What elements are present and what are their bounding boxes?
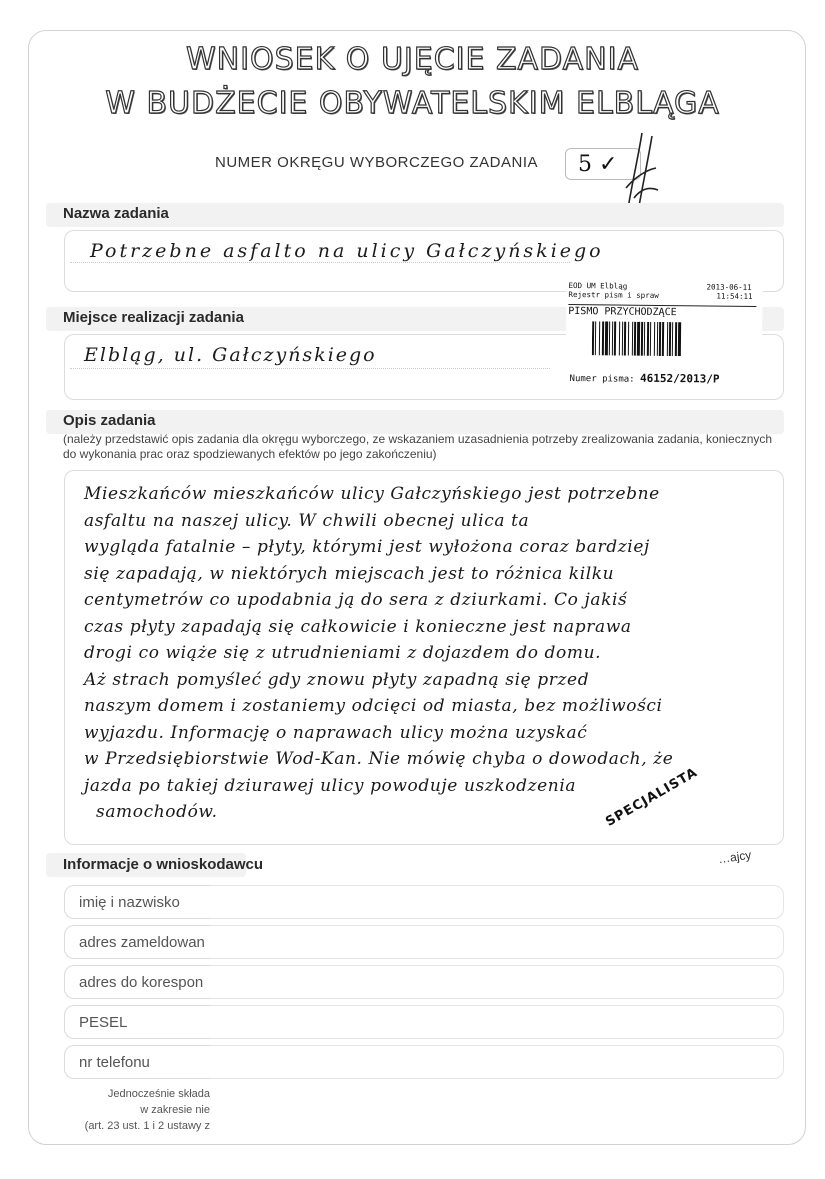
specialist-stamp: SPECJALISTA [603, 765, 701, 830]
registry-kind: PISMO PRZYCHODZĄCE [568, 305, 677, 319]
barcode-bar [654, 322, 655, 356]
district-number-label: NUMER OKRĘGU WYBORCZEGO ZADANIA [215, 154, 539, 171]
barcode-bar [644, 322, 645, 356]
applicant-label: Informacje o wnioskodawcu [63, 856, 264, 873]
footnote-line: Jednocześnie składa [107, 1088, 210, 1100]
applicant-field-label: imię i nazwisko [64, 885, 210, 919]
barcode-bar [592, 321, 594, 355]
barcode-bar [602, 321, 604, 355]
barcode-bar [669, 322, 671, 356]
registry-time: 11:54:11 [716, 291, 753, 301]
description-line: czas płyty zapadają się całkowicie i konieczne jest naprawa [84, 616, 632, 637]
district-number-field[interactable]: 5 ✓ [565, 148, 641, 180]
description-line: jazda po takiej dziurawej ulicy powoduje uszkodzenia [84, 775, 577, 796]
description-line: centymetrów co upodabnia ją do sera z dziurkami. Co jakiś [84, 590, 628, 610]
registry-number-label: Numer pisma: [569, 374, 635, 385]
applicant-field-input[interactable] [210, 885, 784, 919]
applicant-field-label: PESEL [64, 1005, 210, 1039]
barcode-bar [605, 321, 608, 355]
description-label: Opis zadania [63, 412, 156, 429]
description-line: wyjazdu. Informację o naprawach ulicy można uzyskać [84, 722, 588, 743]
task-name-guide-line [70, 262, 570, 263]
description-line: naszym domem i zostaniemy odcięci od miasta, bez możliwości [84, 696, 663, 716]
registry-office: EOD UM Elbląg [568, 280, 628, 291]
barcode-bar [672, 322, 673, 356]
registry-date: 2013-06-11 [706, 282, 752, 292]
barcode-bar [678, 322, 681, 356]
barcode [592, 321, 752, 357]
form-title-line2: W BUDŻECIE OBYWATELSKIM ELBLĄGA [105, 86, 720, 121]
barcode-bar [675, 322, 677, 356]
barcode-bar [667, 322, 668, 356]
description-line: asfaltu na naszej ulicy. W chwili obecnej ulica ta [84, 510, 530, 531]
location-guide-line [70, 368, 550, 369]
registry-number [570, 371, 720, 386]
registry-number-value: 46152/2013/P [639, 371, 720, 386]
registry-stamp [565, 279, 762, 399]
description-line: samochodów. [96, 802, 218, 822]
task-name-value: Potrzebne asfalto na ulicy Gałczyńskiego [90, 240, 604, 262]
barcode-bar [614, 321, 616, 355]
applicant-field-input[interactable] [210, 965, 784, 999]
footnote-line: w zakresie nie [140, 1104, 210, 1116]
barcode-bar [634, 322, 636, 356]
registry-register: Rejestr pism i spraw [568, 289, 659, 300]
description-hint: (należy przedstawić opis zadania dla okręgu wyborczego, ze wskazaniem uzasadnienia potrzeby zrealizowania zadania, koniecznych do wykonania prac oraz spodziewanych efektów po jego zakończeniu) [63, 432, 773, 461]
description-line: w Przedsiębiorstwie Wod-Kan. Nie mówię chyba o dowodach, że [84, 749, 674, 769]
task-name-label: Nazwa zadania [63, 205, 169, 222]
location-value: Elbląg, ul. Gałczyńskiego [84, 344, 377, 366]
barcode-bar [647, 322, 649, 356]
barcode-bar [650, 322, 651, 356]
barcode-bar [657, 322, 658, 356]
footnote-line: (art. 23 ust. 1 i 2 ustawy z [84, 1120, 210, 1132]
applicant-field-input[interactable] [210, 1045, 784, 1079]
barcode-bar [622, 322, 623, 356]
barcode-bar [632, 322, 633, 356]
barcode-bar [609, 321, 610, 355]
applicant-field-label: adres zameldowan [64, 925, 210, 959]
description-line: Mieszkańców mieszkańców ulicy Gałczyńskiego jest potrzebne [84, 484, 660, 504]
barcode-bar [662, 322, 664, 356]
description-line: drogi co wiąże się z utrudnieniami z dojazdem do domu. [84, 643, 602, 663]
barcode-bar [612, 321, 613, 355]
description-section-bar [46, 410, 784, 434]
applicant-field-input[interactable] [210, 1005, 784, 1039]
applicant-field-label: nr telefonu [64, 1045, 210, 1079]
barcode-bar [641, 322, 643, 356]
description-line: wygląda fatalnie – płyty, którymi jest wyłożona coraz bardziej [84, 537, 650, 557]
barcode-bar [619, 322, 620, 356]
applicant-field-input[interactable] [210, 925, 784, 959]
specialist-stamp-fragment: …ajcy [717, 847, 753, 867]
barcode-bar [595, 321, 596, 355]
barcode-bar [624, 322, 626, 356]
description-line: się zapadają, w niektórych miejscach jest to różnica kilku [84, 563, 615, 584]
barcode-bar [628, 322, 629, 356]
barcode-bar [659, 322, 661, 356]
barcode-bar [637, 322, 640, 356]
location-label: Miejsce realizacji zadania [63, 309, 244, 326]
applicant-field-label: adres do korespon [64, 965, 210, 999]
form-title-line1: WNIOSEK O UJĘCIE ZADANIA [186, 42, 639, 77]
barcode-bar [599, 321, 600, 355]
description-line: Aż strach pomyśleć gdy znowu płyty zapadną się przed [84, 669, 590, 690]
